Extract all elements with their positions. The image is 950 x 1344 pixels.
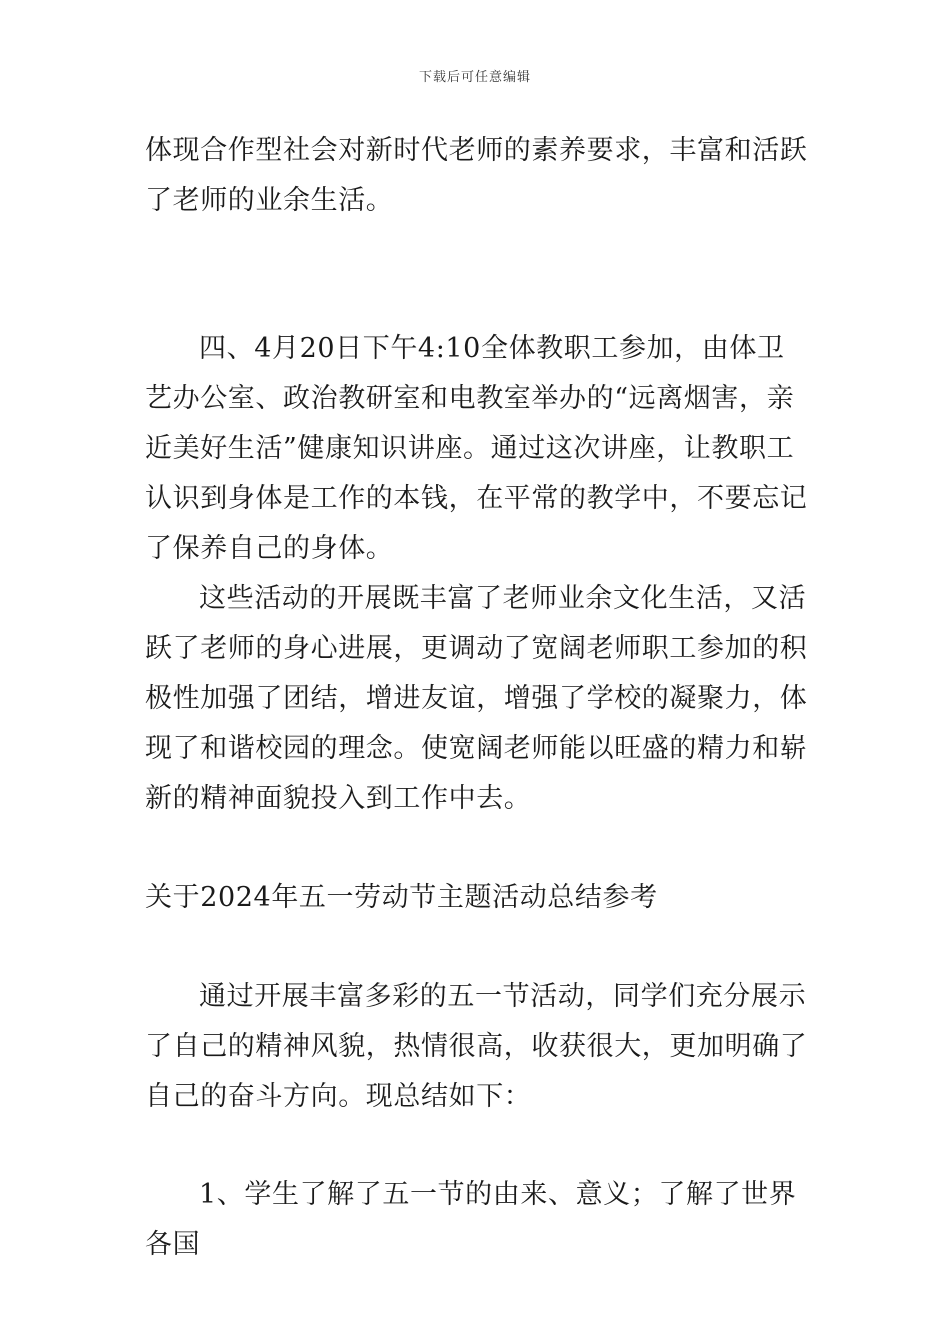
- paragraph-summary: 这些活动的开展既丰富了老师业余文化生活，又活跃了老师的身心进展，更调动了宽阔老师职工参加的积极性加强了团结，增进友谊，增强了学校的凝聚力，体现了和谐校园的理念。使宽阔老师能以旺盛的精力和崭新的精神面貌投入到工作中去。: [145, 583, 808, 814]
- paragraph-continuation: 体现合作型社会对新时代老师的素养要求，丰富和活跃了老师的业余生活。: [145, 135, 808, 216]
- paragraph-item-four: 四、4月20日下午4:10全体教职工参加，由体卫艺办公室、政治教研室和电教室举办的“远离烟害，亲近美好生活”健康知识讲座。通过这次讲座，让教职工认识到身体是工作的本钱，在平常的教学中，不要忘记了保养自己的身体。: [145, 333, 808, 564]
- section-title: 关于2024年五一劳动节主题活动总结参考: [145, 882, 658, 913]
- paragraph-intro: 通过开展丰富多彩的五一节活动，同学们充分展示了自己的精神风貌，热情很高，收获很大，更加明确了自己的奋斗方向。现总结如下：: [145, 981, 808, 1112]
- page-header: 下载后可任意编辑: [418, 70, 531, 85]
- paragraph-item-one: 1、学生了解了五一节的由来、意义；了解了世界各国: [145, 1179, 797, 1260]
